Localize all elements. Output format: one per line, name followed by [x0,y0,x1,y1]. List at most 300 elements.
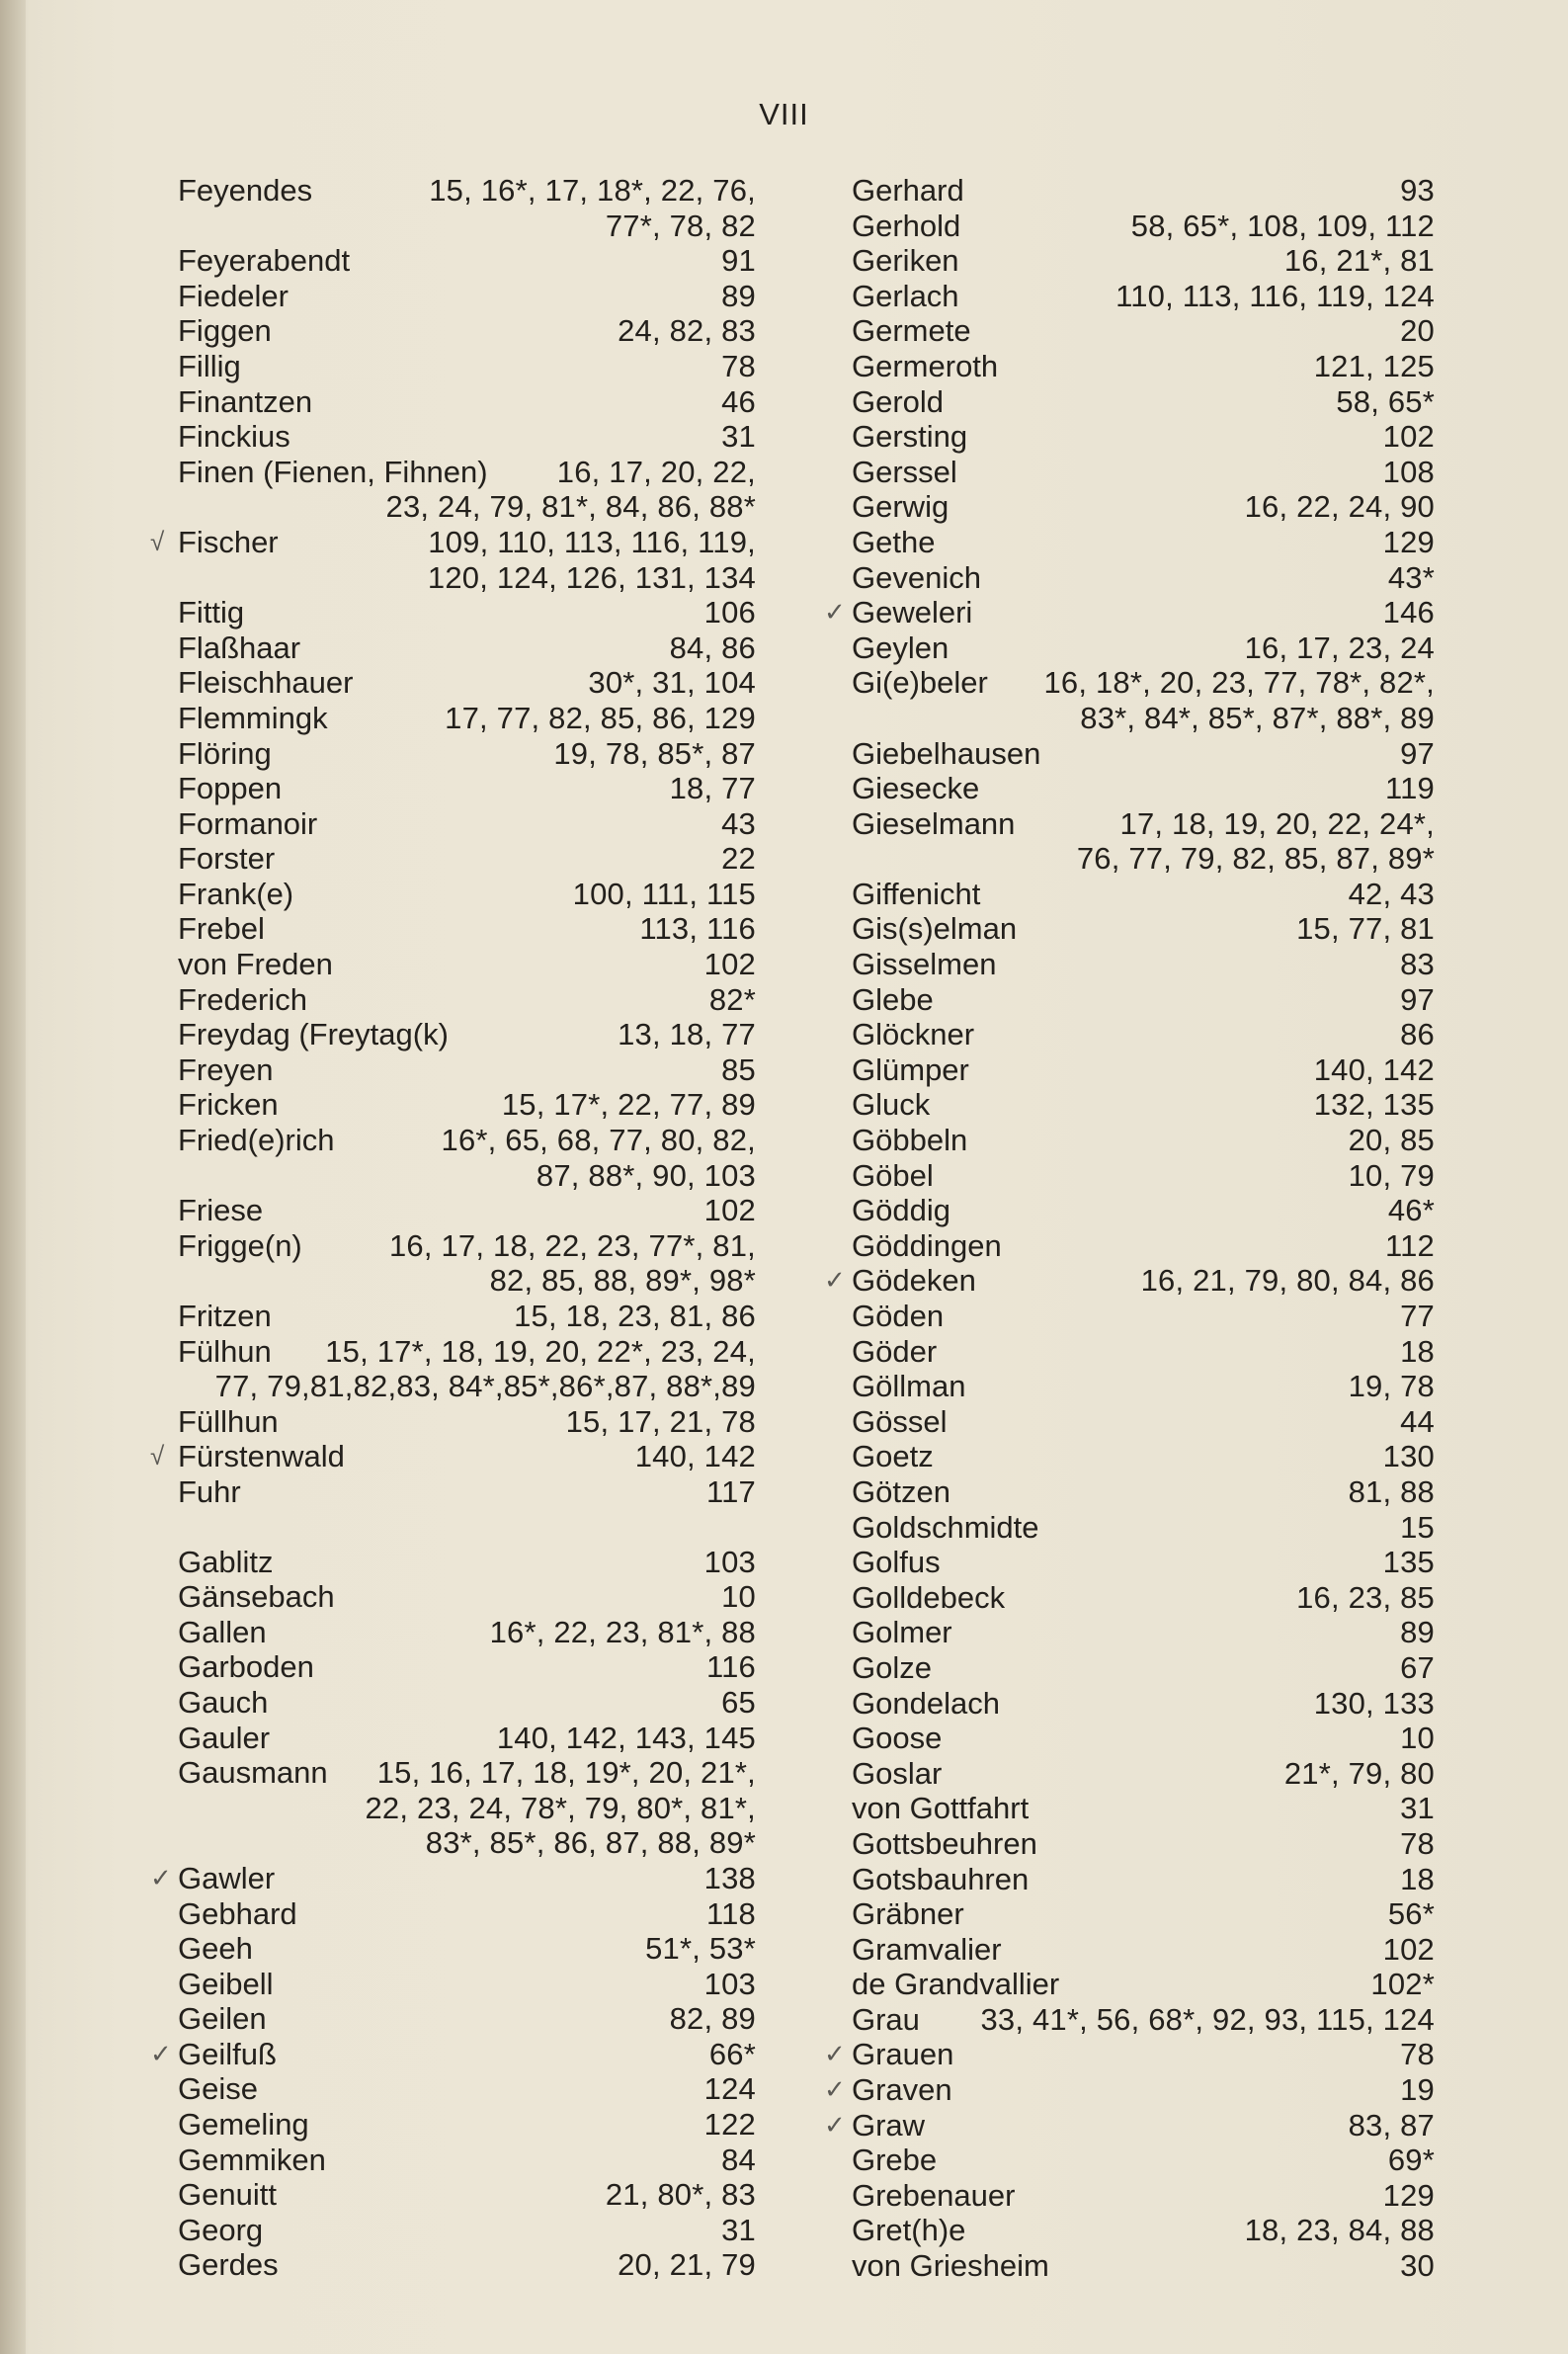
index-entry [178,349,756,384]
entry-page-refs: 81, 88 [1348,1473,1435,1509]
entry-line [852,1721,1435,1756]
entry-page-refs: 138 [703,1860,756,1895]
handwritten-check-mark: √ [150,1441,165,1471]
index-entry [852,982,1435,1018]
index-entry [178,1334,756,1404]
entry-page-refs: 84 [721,2142,756,2177]
entry-line [852,1967,1435,2002]
entry-name: Fuhr [178,1473,241,1509]
entry-line [178,2247,756,2283]
entry-line [178,1334,756,1370]
entry-page-refs: 16, 21, 79, 80, 84, 86 [1140,1263,1435,1299]
entry-line [178,1123,756,1158]
entry-name: Gottsbeuhren [852,1825,1037,1861]
entry-page-refs: 10 [721,1579,756,1615]
entry-page-refs: 15, 17*, 22, 77, 89 [501,1087,756,1123]
entry-line [852,1193,1435,1228]
index-entry [852,1580,1435,1616]
index-entry [852,947,1435,982]
entry-page-refs: 76, 77, 79, 82, 85, 87, 89* [1076,841,1435,877]
entry-line [178,1967,756,2002]
entry-name: Gemmiken [178,2142,326,2177]
entry-page-refs: 110, 113, 116, 119, 124 [1115,278,1435,313]
index-entry [178,877,756,912]
index-entry [178,771,756,806]
index-entry [852,560,1435,596]
entry-continuation-line [178,1791,756,1826]
entry-line [852,489,1435,525]
handwritten-check-mark: ✓ [824,1265,846,1296]
index-entry [852,209,1435,244]
entry-name: Finen (Fienen, Fihnen) [178,454,488,489]
entry-name: Grebe [852,2143,938,2178]
entry-name: Göden [852,1299,945,1333]
entry-page-refs: 13, 18, 77 [618,1017,756,1052]
entry-name: Geibell [178,1966,274,2001]
entry-name: Gevenich [852,559,981,595]
entry-name: Graven ✓ [824,2072,952,2108]
entry-continuation-line [178,209,756,244]
entry-line [178,1087,756,1123]
entry-line [852,1862,1435,1897]
index-entry [178,2143,756,2178]
entry-page-refs: 102 [1382,419,1435,455]
entry-page-refs: 102 [703,947,756,982]
entry-name: von Griesheim [852,2248,1049,2284]
index-entry [852,1334,1435,1370]
entry-page-refs: 20, 85 [1348,1123,1435,1158]
entry-page-refs: 65 [721,1684,756,1720]
entry-name: Gramvalier [852,1931,1002,1967]
index-entry [178,631,756,666]
entry-line [852,313,1435,349]
entry-line [852,1369,1435,1404]
index-entry [150,524,756,595]
entry-line [852,419,1435,455]
entry-page-refs: 78 [1400,2037,1435,2072]
index-entry [178,841,756,877]
entry-page-refs: 30 [1400,2248,1435,2284]
entry-page-refs: 84, 86 [669,630,756,665]
entry-name: Goetz [852,1439,934,1474]
index-entry [178,313,756,349]
entry-page-refs: 103 [703,1544,756,1579]
entry-line [178,1299,756,1334]
entry-line [150,2036,756,2072]
entry-line [852,1404,1435,1440]
index-entry [852,1826,1435,1862]
entry-page-refs: 97 [1400,735,1435,771]
entry-page-refs: 100, 111, 115 [572,876,756,911]
entry-line [852,1052,1435,1088]
entry-page-refs: 112 [1384,1227,1435,1263]
index-entry [852,877,1435,912]
entry-page-refs: 67 [1400,1649,1435,1685]
entry-line [178,349,756,384]
index-entry [824,2037,1435,2072]
index-entry [178,1228,756,1299]
entry-name: Finckius [178,419,290,455]
entry-page-refs: 15, 17*, 18, 19, 20, 22*, 23, 24, [325,1333,756,1369]
index-entry [852,631,1435,666]
entry-page-refs: 82* [708,981,756,1017]
entry-name: Gersting [852,419,968,455]
entry-page-refs: 117 [705,1473,756,1509]
index-entry [150,1439,756,1474]
entry-name: Golldebeck [852,1579,1006,1615]
entry-line [852,2248,1435,2284]
entry-line [178,982,756,1018]
entry-continuation-line [178,560,756,596]
entry-page-refs: 106 [703,595,756,631]
entry-line [178,736,756,772]
entry-name: Göbel [852,1157,934,1193]
index-entry [178,1967,756,2002]
index-entry [852,173,1435,209]
entry-continuation-line [178,489,756,525]
index-entry [824,595,1435,631]
index-entry [852,1299,1435,1334]
entry-name: Goose [852,1721,943,1756]
entry-line [178,1228,756,1264]
entry-page-refs: 58, 65* [1336,383,1435,419]
entry-page-refs: 20, 21, 79 [618,2247,756,2283]
entry-name: Gablitz [178,1544,274,1579]
entry-page-refs: 18 [1400,1333,1435,1369]
entry-name: Gawler ✓ [150,1860,276,1895]
entry-page-refs: 82, 85, 88, 89*, 98* [489,1263,756,1299]
entry-page-refs: 91 [721,243,756,279]
entry-name: Gallen [178,1614,267,1649]
index-entry [150,1860,756,1896]
entry-continuation-line [852,841,1435,877]
entry-name: von Gottfahrt [852,1791,1030,1826]
handwritten-check-mark: ✓ [824,2039,846,2069]
entry-name: Garboden [178,1649,314,1685]
entry-name: Gret(h)e [852,2213,966,2248]
entry-page-refs: 146 [1382,595,1435,631]
entry-line [852,2002,1435,2038]
index-entry [178,1931,756,1967]
entry-name: Figgen [178,313,272,349]
index-entry [852,1896,1435,1932]
entry-line [852,877,1435,912]
entry-line [852,1510,1435,1546]
entry-page-refs: 140, 142 [1313,1051,1435,1087]
entry-page-refs: 16, 18*, 20, 23, 77, 78*, 82*, [1043,665,1435,701]
index-entry [178,701,756,736]
entry-name: Flemmingk [178,700,328,735]
entry-name: Gerlach [852,278,959,313]
entry-continuation-line [178,1825,756,1861]
entry-name: Fülhun [178,1333,272,1369]
entry-page-refs: 97 [1400,981,1435,1017]
entry-line [178,384,756,420]
index-entry [852,1510,1435,1546]
index-entry [852,2178,1435,2214]
entry-line [852,1896,1435,1932]
index-entry [852,313,1435,349]
entry-name: Gräbner [852,1896,964,1932]
entry-line [852,1686,1435,1722]
index-entry [178,2071,756,2107]
entry-line [150,524,756,560]
handwritten-check-mark: ✓ [824,2109,846,2140]
index-entry [852,1545,1435,1580]
entry-name: von Freden [178,947,333,982]
entry-page-refs: 83 [1400,947,1435,982]
entry-page-refs: 66* [708,2036,756,2071]
entry-line [178,841,756,877]
entry-page-refs: 119 [1384,771,1435,806]
index-entry [178,982,756,1018]
entry-line [852,173,1435,209]
entry-name: Gänsebach [178,1579,335,1615]
entry-page-refs: 82, 89 [669,2001,756,2037]
entry-name: Geilfuß ✓ [150,2036,277,2071]
entry-page-refs: 16, 22, 24, 90 [1244,489,1435,525]
entry-page-refs: 17, 77, 82, 85, 86, 129 [445,700,756,735]
entry-page-refs: 86 [1400,1017,1435,1052]
index-entry [824,2072,1435,2108]
entry-name: Gerssel [852,454,957,489]
entry-line [178,1649,756,1685]
entry-page-refs: 17, 18, 19, 20, 22, 24*, [1119,805,1435,841]
entry-page-refs: 102* [1370,1967,1435,2002]
entry-page-refs: 77*, 78, 82 [605,208,756,243]
entry-name: Freydag (Freytag(k) [178,1017,449,1052]
entry-name: Georg [178,2212,264,2247]
entry-page-refs: 43 [721,805,756,841]
entry-page-refs: 15 [1400,1509,1435,1545]
entry-line [178,1755,756,1791]
entry-line [178,1615,756,1650]
entry-name: Fischer √ [150,524,279,559]
entry-line [852,771,1435,806]
entry-page-refs: 18 [1400,1861,1435,1896]
entry-line [852,2213,1435,2248]
entry-name: Göddingen [852,1227,1002,1263]
entry-page-refs: 132, 135 [1313,1087,1435,1123]
entry-page-refs: 130 [1382,1439,1435,1474]
entry-line [178,1474,756,1510]
entry-page-refs: 140, 142, 143, 145 [496,1720,756,1755]
entry-name: Forster [178,841,276,877]
index-entry [178,806,756,842]
entry-line [824,2107,1435,2144]
index-entry [178,595,756,631]
index-entry [852,2213,1435,2248]
entry-line [178,595,756,631]
entry-line [852,2178,1435,2214]
entry-line [852,209,1435,244]
entry-line [178,701,756,736]
entry-name: Gauler [178,1720,271,1755]
entry-line [852,1826,1435,1862]
index-entry [852,1686,1435,1722]
entry-name: Foppen [178,771,283,806]
entry-page-refs: 85 [721,1051,756,1087]
entry-name: Gondelach [852,1685,1000,1721]
entry-line [178,1896,756,1932]
entry-line [178,455,756,490]
entry-page-refs: 19 [1400,2072,1435,2108]
index-entry [178,173,756,243]
entry-line [178,419,756,455]
entry-page-refs: 42, 43 [1348,876,1435,911]
entry-line [852,736,1435,772]
entry-page-refs: 31 [721,2212,756,2247]
index-entry [852,2002,1435,2038]
entry-line [178,1404,756,1440]
entry-line [178,2213,756,2248]
page-edge [0,0,26,2354]
entry-name: Genuitt [178,2177,277,2213]
index-entry [852,1967,1435,2002]
entry-page-refs: 129 [1382,524,1435,559]
entry-name: Geriken [852,243,959,279]
entry-page-refs: 18, 23, 84, 88 [1244,2213,1435,2248]
entry-name: Friese [178,1193,264,1228]
entry-line [852,665,1435,701]
entry-name: Geylen [852,630,949,665]
index-entry [178,2247,756,2283]
entry-name: Fiedeler [178,278,289,313]
entry-name: Gerold [852,383,945,419]
entry-line [852,1474,1435,1510]
index-entry [178,736,756,772]
index-entry [178,1896,756,1932]
entry-line [852,1615,1435,1650]
index-entry [852,525,1435,560]
entry-page-refs: 69* [1387,2143,1435,2178]
entry-line [852,1228,1435,1264]
entry-name: Geeh [178,1931,253,1967]
index-entry [824,2107,1435,2144]
entry-line [178,243,756,279]
entry-name: Gerdes [178,2247,279,2283]
entry-line [852,1299,1435,1334]
entry-page-refs: 15, 18, 23, 81, 86 [514,1299,756,1333]
index-entry [852,1650,1435,1686]
entry-name: Gluck [852,1087,931,1123]
entry-line [178,1685,756,1721]
entry-page-refs: 113, 116 [639,911,756,947]
entry-name: Feyerabendt [178,243,351,279]
entry-name: Gemeling [178,2107,309,2143]
index-entry [178,1545,756,1580]
entry-line [178,2177,756,2213]
entry-name: Göddig [852,1193,950,1228]
index-entry [178,1755,756,1861]
entry-line [178,2107,756,2143]
index-entry [852,1158,1435,1194]
entry-name: Göbbeln [852,1123,968,1158]
entry-name: Gethe [852,524,936,559]
entry-page-refs: 23, 24, 79, 81*, 84, 86, 88* [385,489,756,525]
entry-page-refs: 89 [721,278,756,313]
entry-page-refs: 19, 78 [1348,1369,1435,1404]
entry-name: Gerwig [852,489,949,525]
section-gap [178,1510,756,1545]
index-entry [178,665,756,701]
handwritten-check-mark: ✓ [824,597,846,628]
entry-line [178,1579,756,1615]
entry-line [178,313,756,349]
entry-page-refs: 77, 79,81,82,83, 84*,85*,86*,87, 88*,89 [214,1369,756,1404]
entry-line [852,1932,1435,1968]
entry-page-refs: 16, 17, 18, 22, 23, 77*, 81, [388,1227,756,1263]
entry-page-refs: 78 [721,348,756,383]
entry-page-refs: 102 [1382,1931,1435,1967]
index-entry [852,1404,1435,1440]
index-entry [178,1193,756,1228]
index-entry [852,2248,1435,2284]
entry-line [824,2037,1435,2072]
entry-line [150,1860,756,1896]
index-entry [178,243,756,279]
entry-line [852,982,1435,1018]
index-entry [178,455,756,525]
index-entry [824,1263,1435,1299]
entry-line [852,1334,1435,1370]
entry-page-refs: 15, 16, 17, 18, 19*, 20, 21*, [376,1755,756,1791]
entry-name: Füllhun [178,1403,279,1439]
entry-page-refs: 31 [1400,1791,1435,1826]
entry-line [852,1017,1435,1052]
entry-line [178,1721,756,1756]
entry-page-refs: 20 [1400,313,1435,349]
entry-name: Golze [852,1649,932,1685]
entry-line [852,1756,1435,1792]
index-entry [852,1017,1435,1052]
entry-line [824,595,1435,631]
entry-name: Gieselmann [852,805,1016,841]
entry-line [178,1931,756,1967]
entry-name: Gauch [178,1684,269,1720]
entry-name: Goslar [852,1755,943,1791]
entry-line [178,173,756,209]
entry-page-refs: 10, 79 [1348,1157,1435,1193]
entry-name: Gi(e)beler [852,665,988,701]
entry-name: Frank(e) [178,876,294,911]
entry-line [178,631,756,666]
index-entry [852,489,1435,525]
entry-name: Göder [852,1333,938,1369]
entry-page-refs: 16, 23, 85 [1296,1579,1435,1615]
entry-line [852,1087,1435,1123]
entry-line [178,1052,756,1088]
entry-page-refs: 56* [1387,1896,1435,1932]
entry-line [178,1545,756,1580]
entry-page-refs: 51*, 53* [645,1931,756,1967]
index-entry [178,1685,756,1721]
entry-page-refs: 24, 82, 83 [618,313,756,349]
entry-page-refs: 58, 65*, 108, 109, 112 [1130,208,1435,243]
entry-name: Glümper [852,1051,969,1087]
entry-line [178,665,756,701]
entry-name: Gerhard [852,173,964,208]
entry-name: Fleischhauer [178,665,354,701]
entry-name: Grau [852,2001,920,2037]
entry-name: Grebenauer [852,2177,1016,2213]
entry-name: Freyen [178,1051,274,1087]
entry-name: Golfus [852,1545,941,1580]
entry-page-refs: 140, 142 [634,1439,756,1474]
index-entry [178,1123,756,1193]
entry-page-refs: 87, 88*, 90, 103 [536,1157,756,1193]
index-entry [852,771,1435,806]
